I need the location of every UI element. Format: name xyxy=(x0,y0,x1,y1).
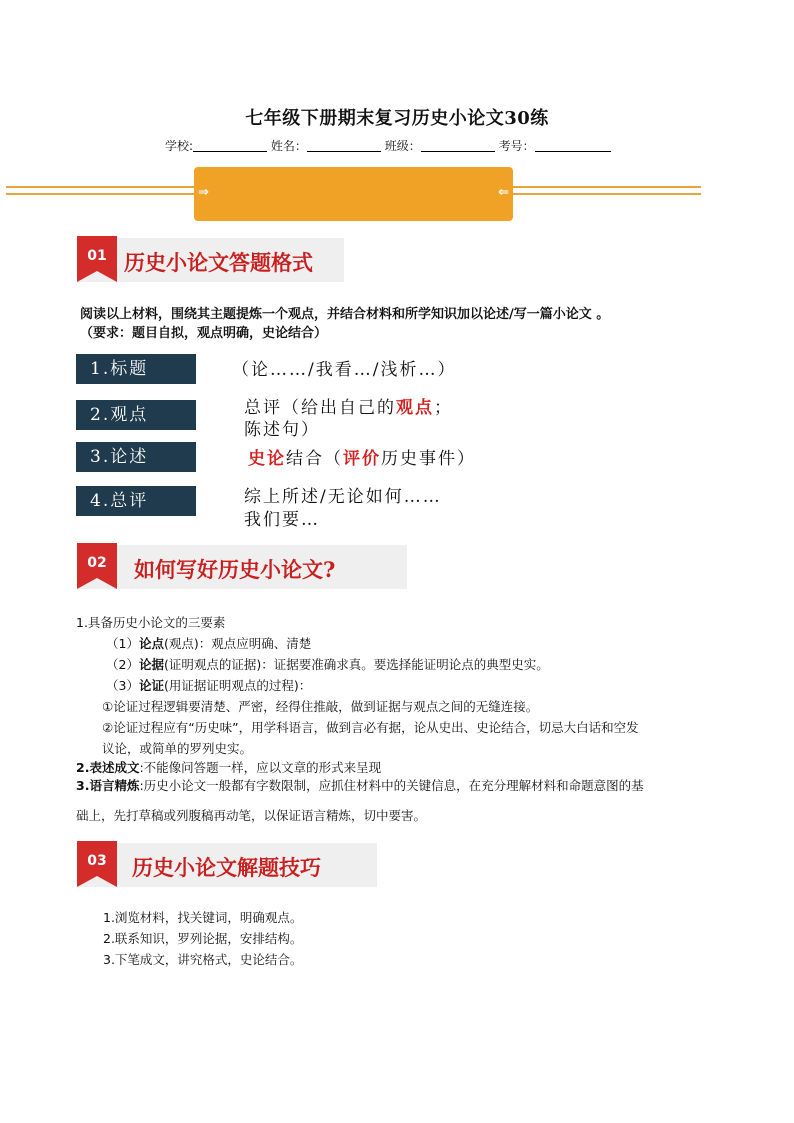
decor-line xyxy=(513,186,701,188)
question-requirement: （要求：题目自拟，观点明确，史论结合） xyxy=(80,326,328,341)
step-label: 3.论述 xyxy=(76,442,196,472)
arrow-right-icon: ⇒ xyxy=(198,185,209,200)
decor-line xyxy=(6,186,194,188)
exam-no-blank[interactable] xyxy=(535,139,611,152)
tip-subitem: （3）论证(用证据证明观点的过程)： xyxy=(106,678,312,693)
step-label: 1.标题 xyxy=(76,354,196,384)
tip-detail: ②论证过程应有“历史味”，用学科语言，做到言必有据，论从史出、史论结合，切忌大白话和空发 xyxy=(102,720,639,735)
class-label: 班级： xyxy=(384,139,421,153)
tip-subitem: （1）论点(观点)：观点应明确、清楚 xyxy=(106,636,312,651)
technique-item: 2.联系知识，罗列论据，安排结构。 xyxy=(103,931,303,946)
tip-detail-continued: 议论，或简单的罗列史实。 xyxy=(102,741,253,756)
name-label: 姓名： xyxy=(270,139,307,153)
tip-detail: ①论证过程逻辑要清楚、严密，经得住推敲，做到证据与观点之间的无缝连接。 xyxy=(102,699,539,714)
tip-item-continued: 础上，先打草稿或列腹稿再动笔，以保证语言精炼，切中要害。 xyxy=(76,808,427,823)
step-description: 史论结合（评价历史事件） xyxy=(248,449,476,469)
technique-item: 1.浏览材料，找关键词，明确观点。 xyxy=(103,910,303,925)
decor-line xyxy=(6,193,194,195)
step-description: （论……/我看…/浅析…） xyxy=(232,360,457,380)
section-number: 02 xyxy=(87,555,107,571)
step-label: 4.总评 xyxy=(76,486,196,516)
header-banner xyxy=(194,167,513,221)
arrow-left-icon: ⇐ xyxy=(498,185,509,200)
section-title: 历史小论文答题格式 xyxy=(124,250,313,275)
step-label: 2.观点 xyxy=(76,400,196,430)
section-title: 历史小论文解题技巧 xyxy=(132,855,321,880)
tip-subitem: （2）论据(证明观点的证据)：证据要准确求真。要选择能证明论点的典型史实。 xyxy=(106,657,549,672)
name-blank[interactable] xyxy=(307,139,381,152)
tip-item: 3.语言精炼:历史小论文一般都有字数限制，应抓住材料中的关键信息，在充分理解材料和命题意图的基 xyxy=(76,778,644,793)
section-title: 如何写好历史小论文? xyxy=(134,557,336,582)
section-number: 03 xyxy=(87,853,107,869)
school-blank[interactable] xyxy=(193,139,267,152)
exam-no-label: 考号： xyxy=(498,139,535,153)
technique-item: 3.下笔成文，讲究格式，史论结合。 xyxy=(103,952,303,967)
tip-item: 1.具备历史小论文的三要素 xyxy=(76,615,226,630)
page-title: 七年级下册期末复习历史小论文30练 xyxy=(245,108,549,129)
class-blank[interactable] xyxy=(421,139,495,152)
step-description: 总评（给出自己的观点； xyxy=(244,398,453,418)
step-description-continued: 陈述句） xyxy=(244,420,320,440)
student-info-line xyxy=(165,137,611,154)
section-number: 01 xyxy=(87,248,107,264)
tip-item: 2.表述成文:不能像问答题一样，应以文章的形式来呈现 xyxy=(76,760,382,775)
question-prompt: 阅读以上材料，围绕其主题提炼一个观点，并结合材料和所学知识加以论述/写一篇小论文 。 xyxy=(80,307,610,322)
step-description: 综上所述/无论如何…… xyxy=(244,487,442,507)
school-label: 学校: xyxy=(165,139,194,153)
decor-line xyxy=(513,193,701,195)
step-description-continued: 我们要… xyxy=(244,510,320,530)
